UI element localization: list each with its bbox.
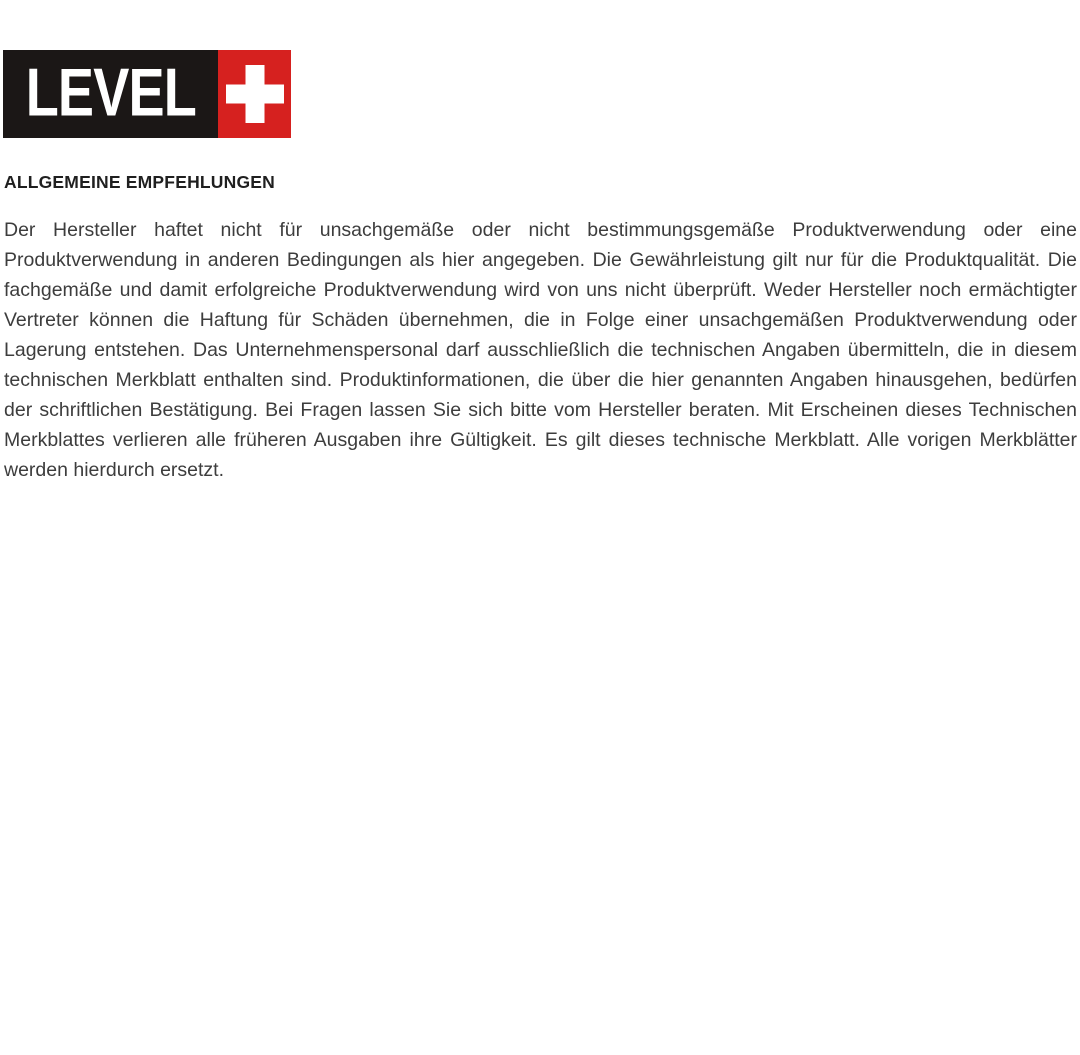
logo-black-box [3, 50, 218, 138]
plus-icon [218, 50, 291, 138]
level-plus-logo [3, 50, 291, 138]
logo-wordmark: LEVEL [25, 54, 196, 130]
disclaimer-paragraph: Der Hersteller haftet nicht für unsachgemäße oder nicht bestimmungsgemäße Produktverwendung oder eine Produktverwendung in anderen Bedingungen als hier angegeben. Die Gewährleistung gilt nur für die Produktqualität. Die fachgemäße und damit erfolgreiche Produktverwendung wird von uns nicht überprüft. Weder Hersteller noch ermächtigter Vertreter können die Haftung für Schäden übernehmen, die in Folge einer unsachgemäßen Produktverwendung oder Lagerung entstehen. Das Unternehmenspersonal darf ausschließlich die technischen Angaben übermitteln, die in diesem technischen Merkblatt enthalten sind. Produktinformationen, die über die hier genannten Angaben hinausgehen, bedürfen der schriftlichen Bestätigung. Bei Fragen lassen Sie sich bitte vom Hersteller beraten. Mit Erscheinen dieses Technischen Merkblattes verlieren alle früheren Ausgaben ihre Gültigkeit. Es gilt dieses technische Merkblatt. Alle vorigen Merkblätter werden hierdurch ersetzt. [4, 219, 1077, 481]
logo-red-box [218, 50, 291, 138]
page-title: ALLGEMEINE EMPFEHLUNGEN [4, 172, 275, 192]
